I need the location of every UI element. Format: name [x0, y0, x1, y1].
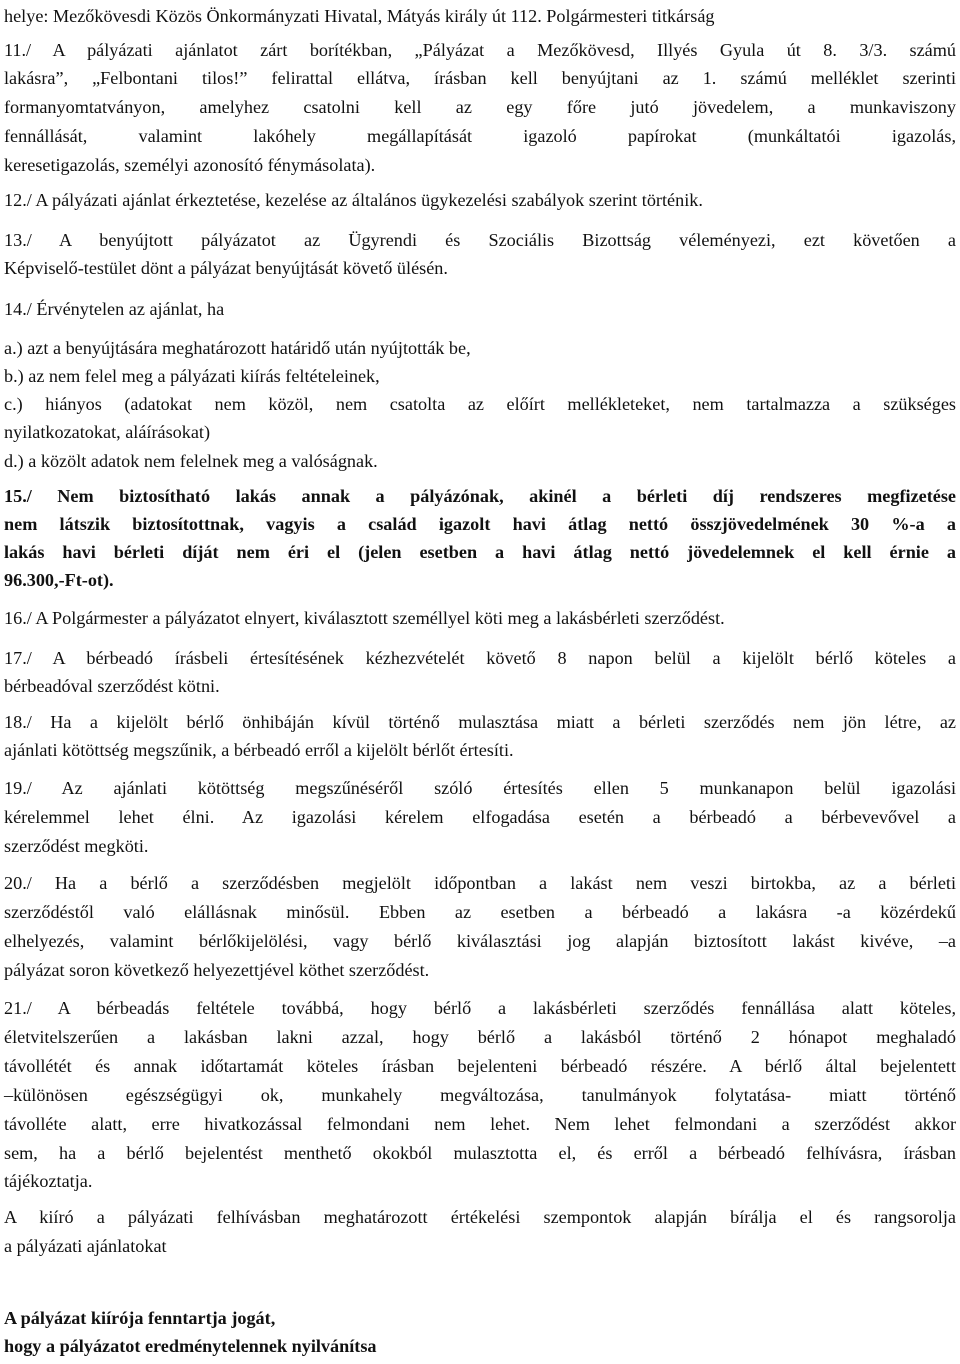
text-line: szerződéstől való elállásnak minősül. Ebben az esetben a bérbeadó a lakásra -a közérdekű	[4, 902, 956, 922]
text-line: Képviselő-testület dönt a pályázat benyújtását követő ülésén.	[4, 258, 448, 278]
text-line: tájékoztatja.	[4, 1171, 93, 1191]
text-line: életvitelszerűen a lakásban lakni azzal, hogy bérlő a lakásból történő 2 hónapot meghaladó	[4, 1027, 956, 1047]
text-line: távolléte alatt, erre hivatkozással felmondani nem lehet. Nem lehet felmondani a szerződést akkor	[4, 1114, 956, 1134]
text-line: formanyomtatványon, amelyhez csatolni kell az egy főre jutó jövedelem, a munkaviszony	[4, 97, 956, 117]
text-line: kérelemmel lehet élni. Az igazolási kérelem elfogadása esetén a bérbeadó a bérbevevővel a	[4, 807, 956, 827]
text-line: 15./ Nem biztosítható lakás annak a pályázónak, akinél a bérleti díj rendszeres megfizetése	[4, 486, 956, 506]
text-line: 13./ A benyújtott pályázatot az Ügyrendi és Szociális Bizottság véleményezi, ezt követően a	[4, 230, 956, 250]
text-line: –különösen egészségügyi ok, munkahely megváltozása, tanulmányok folytatása- miatt történő	[4, 1085, 956, 1105]
text-line: 96.300,-Ft-ot).	[4, 570, 114, 590]
text-line: sem, ha a bérlő bejelentést menthető okokból mulasztotta el, és erről a bérbeadó felhívásra, írásban	[4, 1143, 956, 1163]
text-line: 16./ A Polgármester a pályázatot elnyert, kiválasztott személlyel köti meg a lakásbérleti szerződést.	[4, 608, 725, 628]
text-line: bérbeadóval szerződést kötni.	[4, 676, 220, 696]
list-item: d.) a közölt adatok nem felelnek meg a valóságnak.	[4, 451, 378, 471]
section-heading: 14./ Érvénytelen az ajánlat, ha	[4, 299, 225, 319]
text-line: A kiíró a pályázati felhívásban meghatározott értékelési szempontok alapján bírálja el és rangsorolja	[4, 1207, 956, 1227]
text-line: szerződést megköti.	[4, 836, 149, 856]
list-item: b.) az nem felel meg a pályázati kiírás feltételeinek,	[4, 366, 380, 386]
text-line: 21./ A bérbeadás feltétele továbbá, hogy bérlő a lakásbérleti szerződés fennállása alatt köteles,	[4, 998, 956, 1018]
text-line: 17./ A bérbeadó írásbeli értesítésének kézhezvételét követő 8 napon belül a kijelölt bérlő köteles a	[4, 648, 956, 668]
text-line: távollétét és annak időtartamát köteles írásban bejelenteni bérbeadó részére. A bérlő által bejelentett	[4, 1056, 956, 1076]
text-line: 11./ A pályázati ajánlatot zárt borítékban, „Pályázat a Mezőkövesd, Illyés Gyula út 8. 3/3. számú	[4, 40, 956, 60]
text-line: 19./ Az ajánlati kötöttség megszűnéséről szóló értesítés ellen 5 munkanapon belül igazolási	[4, 778, 956, 798]
text-line: fennállását, valamint lakóhely megállapítását igazoló papírokat (munkáltatói igazolás,	[4, 126, 956, 146]
list-item: a.) azt a benyújtására meghatározott határidő után nyújtották be,	[4, 338, 471, 358]
text-line: ajánlati kötöttség megszűnik, a bérbeadó erről a kijelölt bérlőt értesíti.	[4, 740, 514, 760]
text-line: nem látszik biztosítottnak, vagyis a család igazolt havi átlag nettó összjövedelmének 30 %-a a	[4, 514, 956, 534]
text-line: lakás havi bérleti díját nem éri el (jelen esetben a havi átlag nettó jövedelemnek el kell érnie a	[4, 542, 956, 562]
text-line: helye: Mezőkövesdi Közös Önkormányzati Hivatal, Mátyás király út 112. Polgármesteri titkárság	[4, 6, 715, 26]
text-line: lakásra”, „Felbontani tilos!” felirattal ellátva, írásban kell benyújtani az 1. számú melléklet szerinti	[4, 68, 956, 88]
text-line: 18./ Ha a kijelölt bérlő önhibáján kívül történő mulasztása miatt a bérleti szerződés nem jön létre, az	[4, 712, 956, 732]
closing-statement: hogy a pályázatot eredménytelennek nyilvánítsa	[4, 1336, 377, 1356]
text-line: 20./ Ha a bérlő a szerződésben megjelölt időpontban a lakást nem veszi birtokba, az a bérleti	[4, 873, 956, 893]
text-line: 12./ A pályázati ajánlat érkeztetése, kezelése az általános ügykezelési szabályok szerint történik.	[4, 190, 703, 210]
list-item: nyilatkozatokat, aláírásokat)	[4, 422, 211, 442]
text-line: a pályázati ajánlatokat	[4, 1236, 167, 1256]
closing-statement: A pályázat kiírója fenntartja jogát,	[4, 1308, 276, 1328]
text-line: pályázat soron következő helyezettjével köthet szerződést.	[4, 960, 430, 980]
text-line: elhelyezés, valamint bérlőkijelölési, vagy bérlő kiválasztási jog alapján biztosított lakást kivéve, –a	[4, 931, 956, 951]
text-line: keresetigazolás, személyi azonosító fénymásolata).	[4, 155, 376, 175]
list-item: c.) hiányos (adatokat nem közöl, nem csatolta az előírt mellékleteket, nem tartalmazza a szükséges	[4, 394, 956, 414]
